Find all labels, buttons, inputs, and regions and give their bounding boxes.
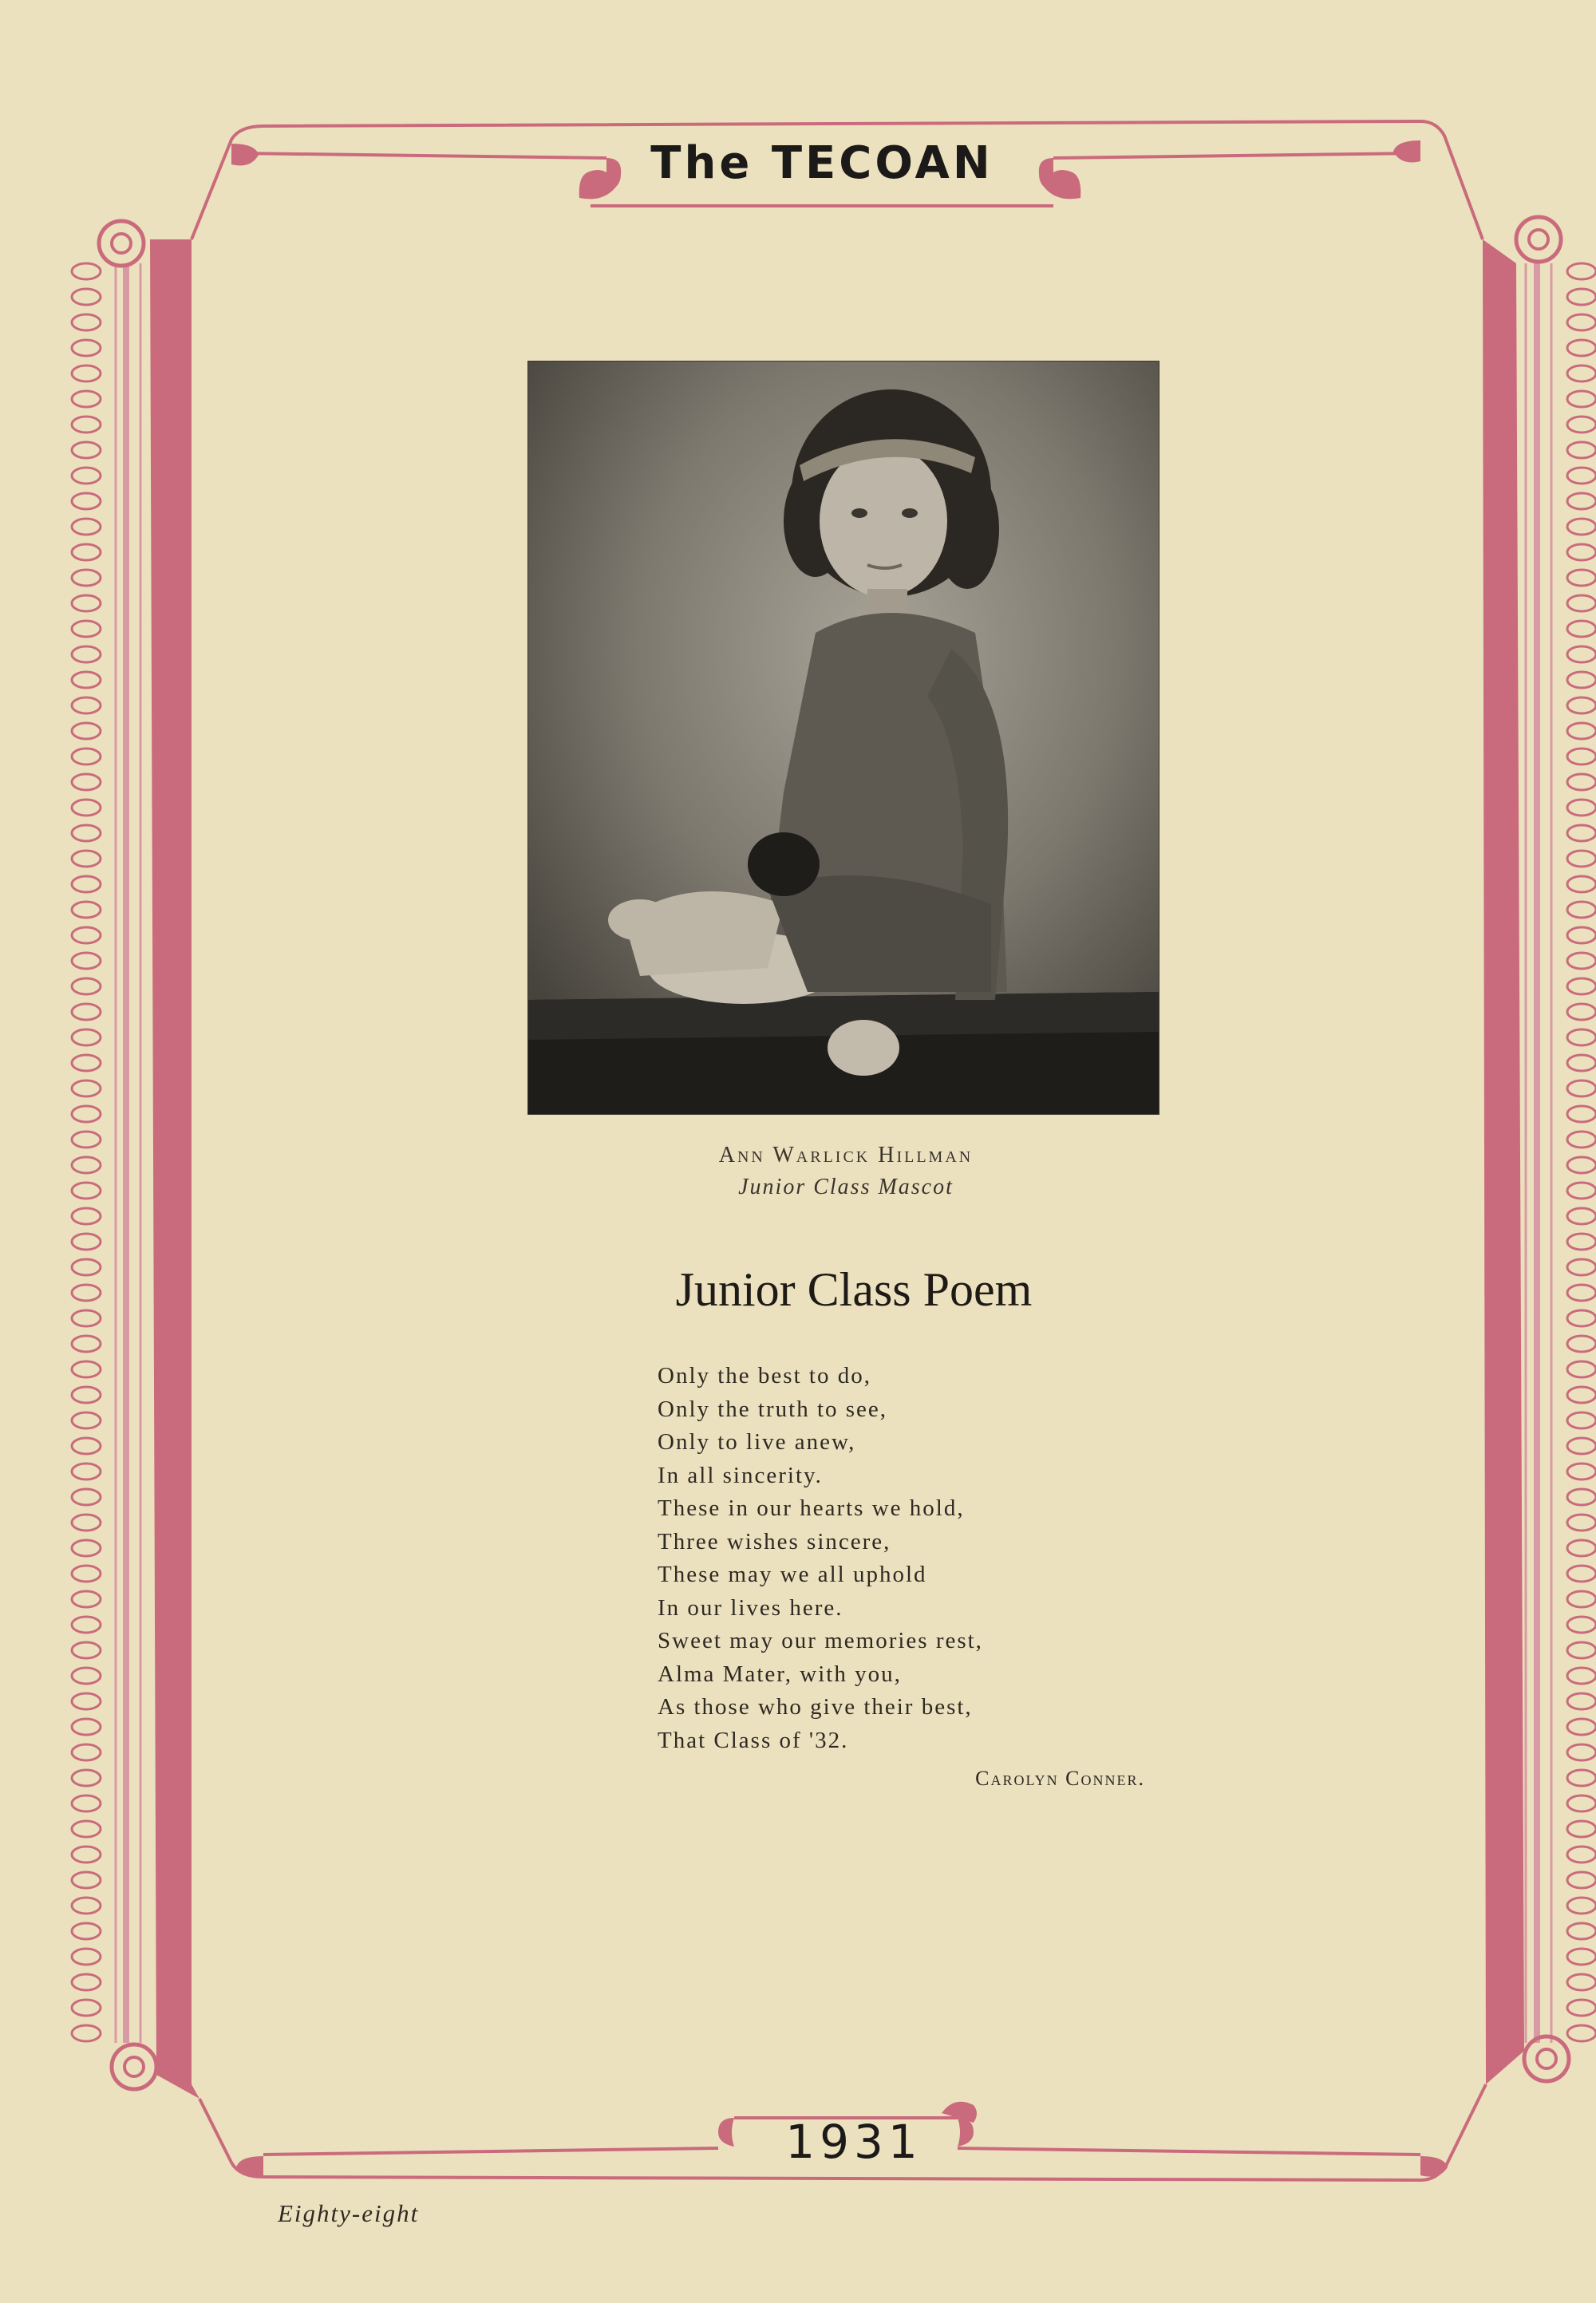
poem-title: Junior Class Poem: [675, 1263, 1033, 1316]
poem-line: Sweet may our memories rest,: [658, 1628, 983, 1653]
poem-line: Only the best to do,: [658, 1363, 871, 1389]
poem-body: [658, 1360, 1152, 1757]
poem-line: That Class of '32.: [658, 1727, 849, 1753]
poem-line: These in our hearts we hold,: [658, 1495, 965, 1521]
photo-caption-name: Ann Warlick Hillman: [718, 1143, 974, 1167]
mascot-photo: [528, 361, 1159, 1114]
poem-line: Three wishes sincere,: [658, 1528, 891, 1554]
poem-line: In all sincerity.: [658, 1462, 823, 1488]
portrait-illustration: [528, 361, 1159, 1114]
poem-line: Only to live anew,: [658, 1429, 856, 1455]
running-header: The TECOAN: [650, 137, 994, 189]
page-number: Eighty-eight: [278, 2199, 420, 2227]
poem-author: Carolyn Conner.: [975, 1767, 1145, 1790]
poem-line: In our lives here.: [658, 1594, 843, 1621]
poem-line: As those who give their best,: [658, 1694, 973, 1720]
poem-line: Only the truth to see,: [658, 1396, 888, 1422]
photo-caption-role: Junior Class Mascot: [738, 1175, 954, 1199]
running-footer-year: 1931: [785, 2115, 922, 2169]
poem-line: These may we all uphold: [658, 1562, 927, 1587]
poem-line: Alma Mater, with you,: [658, 1661, 902, 1687]
